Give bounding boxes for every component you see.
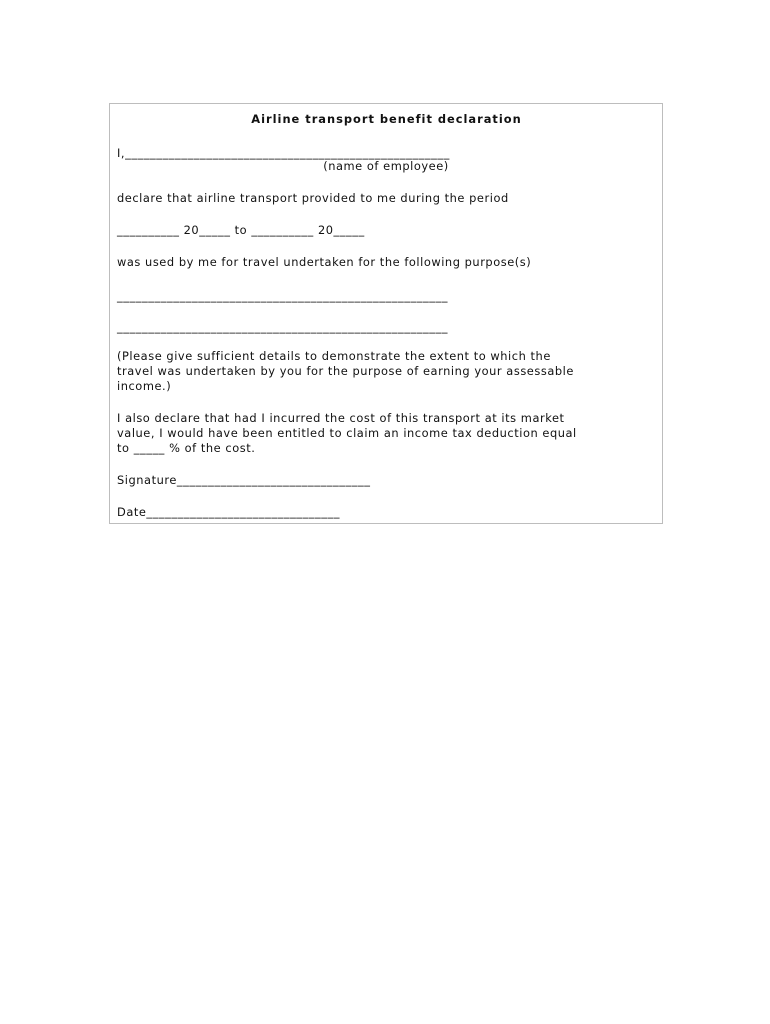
details-note-line-3: income.): [117, 379, 172, 393]
date-field[interactable]: Date_______________________________: [117, 505, 341, 519]
period-field[interactable]: __________ 20_____ to __________ 20_____: [117, 223, 365, 237]
declare-text: declare that airline transport provided to me during the period: [117, 191, 509, 205]
details-note-line-1: (Please give sufficient details to demonstrate the extent to which the: [117, 349, 551, 363]
form-title: Airline transport benefit declaration: [251, 112, 522, 126]
market-value-line-1: I also declare that had I incurred the cost of this transport at its market: [117, 411, 565, 425]
purpose-field-1[interactable]: _____________________________________________________: [117, 289, 449, 303]
market-value-line-2: value, I would have been entitled to claim an income tax deduction equal: [117, 426, 577, 440]
deduction-percent-field[interactable]: to _____ % of the cost.: [117, 441, 256, 455]
employee-name-caption: (name of employee): [323, 159, 449, 173]
purpose-field-2[interactable]: _____________________________________________________: [117, 320, 449, 334]
declaration-form: [109, 103, 663, 524]
purpose-text: was used by me for travel undertaken for the following purpose(s): [117, 255, 532, 269]
signature-field[interactable]: Signature_______________________________: [117, 473, 371, 487]
details-note-line-2: travel was undertaken by you for the purpose of earning your assessable: [117, 364, 574, 378]
employee-name-field[interactable]: I,____________________________________________________: [117, 146, 450, 160]
